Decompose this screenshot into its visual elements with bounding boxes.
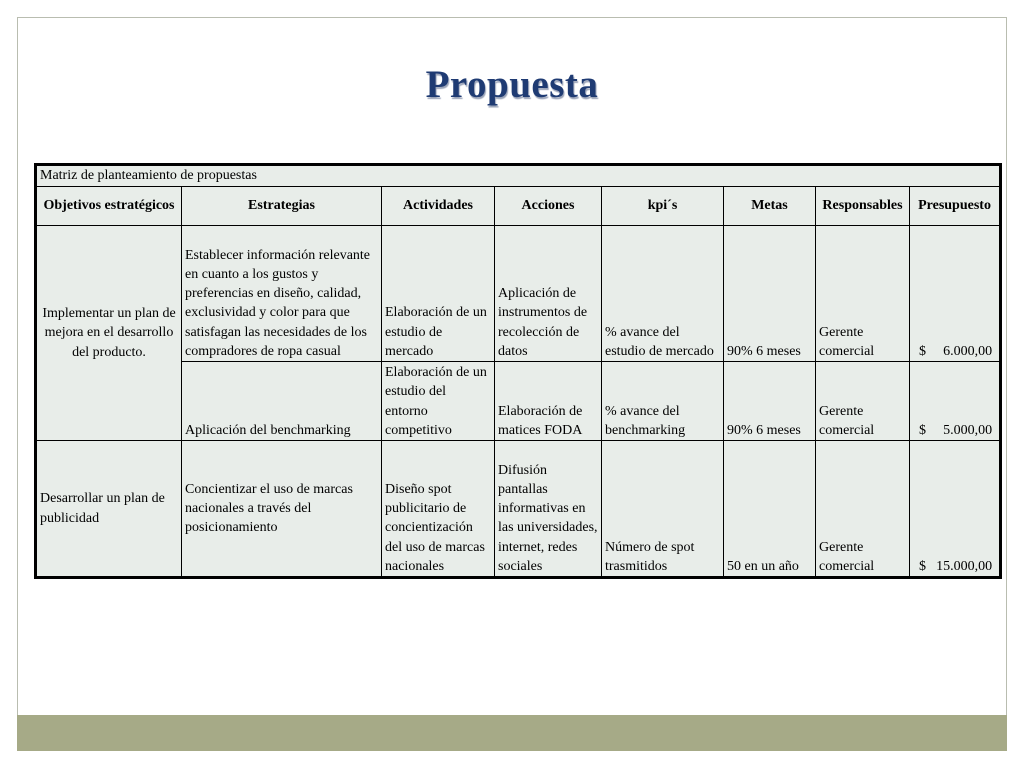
objective-cell: Implementar un plan de mejora en el desarrollo del producto. — [36, 226, 182, 441]
table-caption: Matriz de planteamiento de propuestas — [36, 165, 1001, 187]
table-row — [36, 226, 1001, 362]
header-estrategias: Estrategias — [182, 187, 382, 226]
budget-cell — [910, 362, 1001, 441]
header-acciones: Acciones — [495, 187, 602, 226]
table-caption-row — [36, 165, 1001, 187]
currency-symbol: $ — [919, 558, 926, 574]
activity-cell: Diseño spot publicitario de concientización del uso de marcas nacionales — [382, 441, 495, 578]
header-kpis: kpi´s — [602, 187, 724, 226]
activity-cell: Elaboración de un estudio de mercado — [382, 226, 495, 362]
action-cell: Elaboración de matices FODA — [495, 362, 602, 441]
header-objetivos: Objetivos estratégicos — [36, 187, 182, 226]
strategy-cell: Establecer información relevante en cuanto a los gustos y preferencias en diseño, calidad, exclusividad y color para que satisfagan las necesidades de los compradores de ropa casual — [182, 226, 382, 362]
header-responsables: Responsables — [816, 187, 910, 226]
header-presupuesto: Presupuesto — [910, 187, 1001, 226]
header-metas: Metas — [724, 187, 816, 226]
slide-title: Propuesta — [425, 63, 599, 106]
goal-cell: 90% 6 meses — [724, 226, 816, 362]
budget-cell — [910, 441, 1001, 578]
header-actividades: Actividades — [382, 187, 495, 226]
responsible-cell: Gerente comercial — [816, 226, 910, 362]
kpi-cell: Número de spot trasmitidos — [602, 441, 724, 578]
table-row — [36, 441, 1001, 578]
activity-cell: Elaboración de un estudio del entorno competitivo — [382, 362, 495, 441]
proposal-matrix-table — [34, 163, 1002, 579]
kpi-cell: % avance del estudio de mercado — [602, 226, 724, 362]
currency-symbol: $ — [919, 422, 926, 438]
footer-bar — [17, 715, 1007, 751]
strategy-cell: Concientizar el uso de marcas nacionales a través del posicionamiento — [182, 441, 382, 578]
action-cell: Difusión pantallas informativas en las universidades, internet, redes sociales — [495, 441, 602, 578]
goal-cell: 90% 6 meses — [724, 362, 816, 441]
currency-symbol: $ — [919, 343, 926, 359]
responsible-cell: Gerente comercial — [816, 362, 910, 441]
responsible-cell: Gerente comercial — [816, 441, 910, 578]
budget-cell — [910, 226, 1001, 362]
budget-amount: 6.000,00 — [943, 343, 993, 359]
kpi-cell: % avance del benchmarking — [602, 362, 724, 441]
table-header-row — [36, 187, 1001, 226]
goal-cell: 50 en un año — [724, 441, 816, 578]
action-cell: Aplicación de instrumentos de recolección de datos — [495, 226, 602, 362]
budget-amount: 15.000,00 — [936, 558, 993, 574]
budget-amount: 5.000,00 — [943, 422, 993, 438]
objective-cell: Desarrollar un plan de publicidad — [36, 441, 182, 578]
strategy-cell: Aplicación del benchmarking — [182, 362, 382, 441]
